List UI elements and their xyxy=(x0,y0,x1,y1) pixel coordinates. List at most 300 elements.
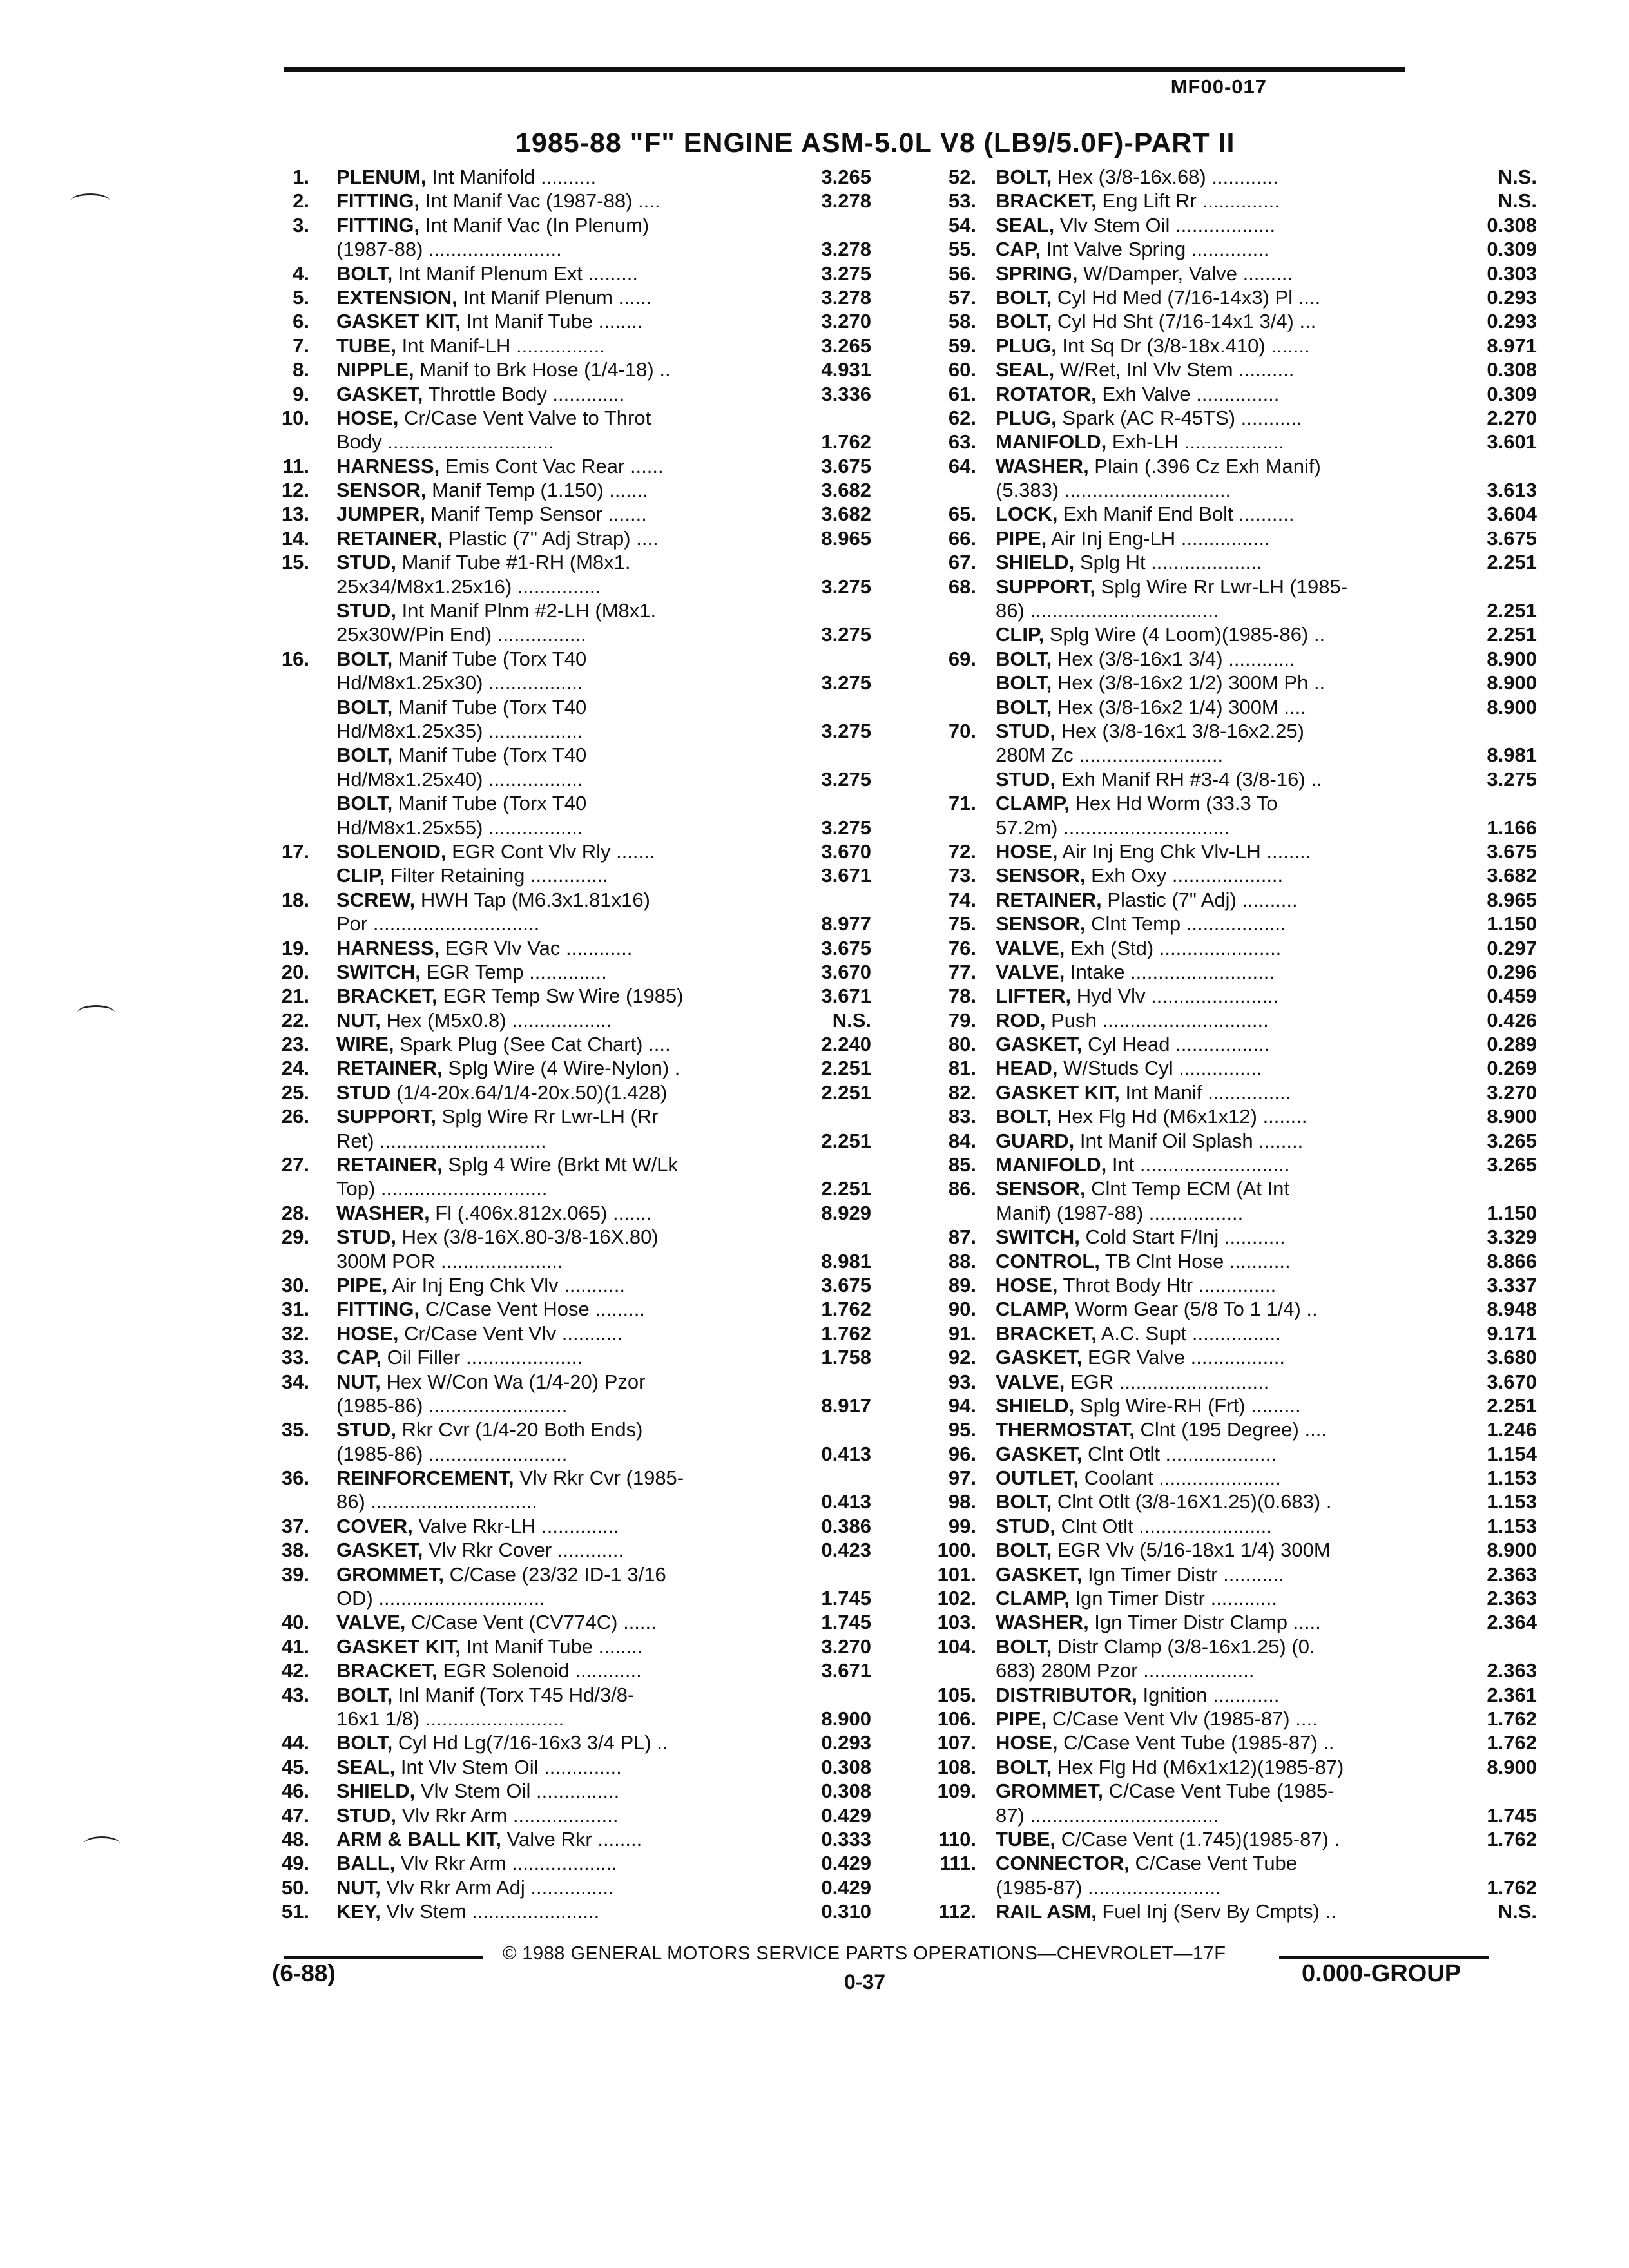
parts-row xyxy=(271,502,876,526)
part-description xyxy=(336,1104,659,1128)
item-number: 4. xyxy=(293,262,309,285)
item-number: 106. xyxy=(937,1707,976,1730)
part-description xyxy=(996,1321,1281,1345)
group-code: 3.671 xyxy=(821,1659,871,1682)
group-code: 3.680 xyxy=(1487,1346,1537,1369)
part-name: SEAL, xyxy=(336,1755,396,1778)
parts-row xyxy=(271,1104,876,1128)
parts-row xyxy=(271,1201,876,1225)
parts-row xyxy=(918,1249,1537,1273)
part-description xyxy=(996,285,1320,309)
margin-mark xyxy=(71,193,110,208)
part-name: SUPPORT, xyxy=(996,575,1096,598)
part-name: WASHER, xyxy=(336,1201,430,1224)
part-detail: EGR Valve ................. xyxy=(1082,1346,1286,1369)
group-number: 0.000-GROUP xyxy=(1302,1960,1461,1987)
part-detail: Int Manifold .......... xyxy=(426,166,597,188)
part-description xyxy=(336,1056,680,1080)
group-code: 3.670 xyxy=(821,960,871,983)
part-name: BOLT, xyxy=(996,1755,1052,1778)
group-code: 0.308 xyxy=(1487,358,1537,381)
part-detail: Int Manif Plenum ...... xyxy=(457,285,652,309)
part-description xyxy=(336,1586,545,1610)
item-number: 90. xyxy=(948,1298,976,1321)
part-detail: Emis Cont Vac Rear ...... xyxy=(439,454,664,477)
part-name: SWITCH, xyxy=(996,1225,1080,1249)
parts-row xyxy=(271,1297,876,1321)
parts-row xyxy=(918,1225,1537,1249)
item-number: 29. xyxy=(281,1225,309,1249)
parts-row xyxy=(271,936,876,960)
part-detail: (5.383) .............................. xyxy=(996,479,1231,502)
part-description xyxy=(996,1586,1277,1610)
part-name: SENSOR, xyxy=(336,479,427,502)
part-description xyxy=(996,430,1284,454)
group-code: 0.423 xyxy=(821,1539,871,1562)
parts-row xyxy=(271,358,876,381)
part-name: PLENUM, xyxy=(336,166,427,188)
group-code: 1.166 xyxy=(1487,816,1537,839)
part-description xyxy=(996,1081,1291,1104)
part-detail: Cr/Case Vent Vlv ........... xyxy=(398,1321,623,1345)
parts-list-left xyxy=(271,165,876,1924)
part-description xyxy=(336,1755,622,1779)
item-number: 43. xyxy=(281,1683,309,1706)
part-detail: Vlv Rkr Arm ................... xyxy=(395,1852,617,1875)
parts-row xyxy=(918,912,1537,936)
part-name: CLIP, xyxy=(996,623,1045,646)
part-description xyxy=(336,912,539,936)
part-detail: Ret) .............................. xyxy=(336,1129,546,1152)
part-detail: Hd/M8x1.25x40) ................. xyxy=(336,767,583,791)
group-code: 0.289 xyxy=(1487,1033,1537,1056)
part-description xyxy=(996,622,1325,646)
part-description xyxy=(996,1707,1318,1731)
part-description xyxy=(996,984,1278,1008)
part-description xyxy=(336,719,583,743)
part-name: THERMOSTAT, xyxy=(996,1418,1135,1441)
part-description xyxy=(996,1153,1289,1177)
parts-row xyxy=(271,816,876,840)
part-detail: Ign Timer Distr Clamp ..... xyxy=(1088,1611,1321,1634)
part-detail: Splg 4 Wire (Brkt Mt W/Lk xyxy=(442,1153,678,1177)
part-detail: Int Sq Dr (3/8-18x.410) ....... xyxy=(1056,334,1310,357)
item-number: 82. xyxy=(948,1081,976,1104)
part-description xyxy=(336,791,586,815)
group-code: 3.682 xyxy=(821,503,871,526)
parts-row xyxy=(918,1658,1537,1682)
item-number: 3. xyxy=(293,213,309,236)
part-detail: Int Manif Oil Splash ........ xyxy=(1074,1129,1304,1152)
part-detail: Int Manif Vac (In Plenum) xyxy=(419,213,650,236)
part-detail: Clnt Otlt ........................ xyxy=(1055,1514,1272,1537)
part-name: STUD, xyxy=(336,1225,396,1249)
part-description xyxy=(996,960,1275,984)
group-code: 8.965 xyxy=(821,526,871,550)
part-name: EXTENSION, xyxy=(336,285,458,309)
part-name: SPRING, xyxy=(996,262,1078,285)
group-code: 3.275 xyxy=(821,719,871,742)
part-description xyxy=(336,1514,619,1538)
parts-row xyxy=(918,334,1537,358)
part-detail: Manif Temp (1.150) ....... xyxy=(426,479,648,502)
part-description xyxy=(336,550,631,574)
part-description xyxy=(336,1683,634,1707)
part-description xyxy=(336,526,659,550)
part-name: BOLT, xyxy=(996,647,1052,670)
group-code: 2.251 xyxy=(821,1177,871,1200)
part-name: PIPE, xyxy=(336,1273,388,1296)
item-number: 75. xyxy=(948,912,976,936)
part-description xyxy=(996,791,1278,815)
group-code: 3.278 xyxy=(821,189,871,213)
part-description xyxy=(996,840,1311,863)
item-number: 54. xyxy=(948,213,976,236)
group-code: 0.308 xyxy=(821,1780,871,1803)
item-number: 9. xyxy=(293,382,309,405)
item-number: 48. xyxy=(281,1827,309,1850)
part-name: HOSE, xyxy=(996,840,1058,863)
item-number: 94. xyxy=(948,1394,976,1417)
item-number: 73. xyxy=(948,864,976,887)
top-rule xyxy=(284,67,1405,72)
part-name: CAP, xyxy=(996,238,1041,261)
part-name: REINFORCEMENT, xyxy=(336,1466,514,1490)
group-code: N.S. xyxy=(1498,1900,1537,1923)
part-detail: C/Case Vent (1.745)(1985-87) . xyxy=(1055,1827,1340,1850)
parts-row xyxy=(271,1803,876,1827)
part-name: CLAMP, xyxy=(996,1587,1070,1610)
part-detail: Worm Gear (5/8 To 1 1/4) .. xyxy=(1069,1298,1318,1321)
group-code: 8.929 xyxy=(821,1201,871,1224)
group-code: 0.426 xyxy=(1487,1008,1537,1032)
item-number: 49. xyxy=(281,1852,309,1875)
item-number: 60. xyxy=(948,358,976,381)
item-number: 59. xyxy=(948,334,976,357)
item-number: 85. xyxy=(948,1153,976,1177)
part-name: RETAINER, xyxy=(336,526,443,550)
part-description xyxy=(996,1466,1281,1490)
part-description xyxy=(336,1610,657,1634)
part-name: PLUG, xyxy=(996,334,1057,357)
part-description xyxy=(336,984,684,1008)
part-name: MANIFOLD, xyxy=(996,430,1107,454)
item-number: 76. xyxy=(948,936,976,959)
item-number: 12. xyxy=(281,479,309,502)
group-code: 2.270 xyxy=(1487,406,1537,429)
group-code: 3.270 xyxy=(821,310,871,333)
parts-row xyxy=(271,719,876,743)
group-code: 8.900 xyxy=(1487,1755,1537,1778)
part-description xyxy=(336,1273,625,1297)
part-detail: Int Manif Plenum Ext ......... xyxy=(392,262,638,285)
parts-row xyxy=(271,1731,876,1754)
part-description xyxy=(336,406,651,430)
part-detail: Manif Temp Sensor ....... xyxy=(425,503,647,526)
parts-row xyxy=(271,262,876,285)
part-detail: Filter Retaining .............. xyxy=(385,864,608,887)
item-number: 24. xyxy=(281,1057,309,1080)
parts-row xyxy=(918,1490,1537,1514)
group-code: N.S. xyxy=(1498,189,1537,213)
item-number: 93. xyxy=(948,1370,976,1393)
part-description xyxy=(996,743,1223,767)
part-name: CLAMP, xyxy=(996,792,1070,815)
part-description xyxy=(996,1345,1285,1369)
item-number: 67. xyxy=(948,551,976,574)
item-number: 52. xyxy=(948,166,976,188)
part-description xyxy=(996,189,1280,213)
parts-row xyxy=(918,1129,1537,1153)
parts-row xyxy=(271,309,876,333)
parts-row xyxy=(271,406,876,430)
part-description xyxy=(336,1345,583,1369)
part-detail: Manif to Brk Hose (1/4-18) .. xyxy=(414,358,671,381)
part-name: HOSE, xyxy=(336,406,399,429)
parts-row xyxy=(271,1755,876,1779)
item-number: 65. xyxy=(948,503,976,526)
item-number: 11. xyxy=(282,454,309,477)
part-description xyxy=(336,743,586,767)
group-code: 1.762 xyxy=(821,430,871,454)
part-description xyxy=(336,165,596,189)
parts-row xyxy=(271,1442,876,1466)
item-number: 61. xyxy=(948,382,976,405)
part-detail: EGR Cont Vlv Rly ....... xyxy=(446,840,655,863)
part-description xyxy=(336,1032,671,1056)
part-name: CONNECTOR, xyxy=(996,1852,1130,1875)
part-description xyxy=(996,1032,1270,1056)
part-detail: Int Manif Tube ........ xyxy=(460,1635,643,1658)
part-name: BOLT, xyxy=(336,1683,393,1706)
item-number: 22. xyxy=(281,1008,309,1032)
group-code: 0.293 xyxy=(821,1731,871,1754)
item-number: 5. xyxy=(293,285,309,309)
group-code: 3.337 xyxy=(1487,1273,1537,1296)
part-description xyxy=(336,1538,624,1562)
part-detail: EGR ........................... xyxy=(1065,1370,1269,1393)
parts-row xyxy=(918,358,1537,381)
part-detail: Clnt Temp .................. xyxy=(1085,912,1286,936)
part-description xyxy=(996,888,1298,912)
item-number: 13. xyxy=(281,503,309,526)
part-description xyxy=(336,430,554,454)
footer-rule-left xyxy=(284,1956,483,1959)
part-description xyxy=(336,1081,667,1104)
parts-row xyxy=(918,1032,1537,1056)
part-name: ROD, xyxy=(996,1008,1046,1032)
item-number: 39. xyxy=(281,1562,309,1586)
part-name: LOCK, xyxy=(996,503,1058,526)
parts-row xyxy=(271,1249,876,1273)
group-code: 8.948 xyxy=(1487,1298,1537,1321)
part-name: FITTING, xyxy=(336,189,420,213)
parts-row xyxy=(918,502,1537,526)
parts-row xyxy=(271,1273,876,1297)
part-detail: Hd/M8x1.25x30) ................. xyxy=(336,671,583,695)
part-name: HARNESS, xyxy=(336,454,440,477)
group-code: 3.275 xyxy=(821,575,871,598)
part-name: CLIP, xyxy=(336,864,385,887)
group-code: 9.171 xyxy=(1487,1321,1537,1345)
part-name: NUT, xyxy=(336,1370,381,1393)
parts-row xyxy=(918,695,1537,719)
copyright-text: © 1988 GENERAL MOTORS SERVICE PARTS OPERATIONS—CHEVROLET—17F xyxy=(503,1943,1226,1964)
part-description xyxy=(996,575,1347,599)
parts-row xyxy=(918,1104,1537,1128)
part-description xyxy=(996,213,1275,237)
part-description xyxy=(996,1876,1221,1899)
part-name: VALVE, xyxy=(996,960,1065,983)
part-description xyxy=(336,1129,546,1153)
group-code: 3.278 xyxy=(821,238,871,261)
part-name: GASKET, xyxy=(336,382,423,405)
parts-row xyxy=(271,960,876,984)
group-code: 8.866 xyxy=(1487,1249,1537,1273)
group-code: 3.671 xyxy=(821,985,871,1008)
group-code: 1.762 xyxy=(821,1321,871,1345)
part-description xyxy=(336,599,656,622)
item-number: 2. xyxy=(293,189,309,213)
part-description xyxy=(996,1851,1297,1875)
part-detail: Splg Wire-RH (Frt) ......... xyxy=(1074,1394,1301,1417)
item-number: 71. xyxy=(948,792,976,815)
parts-row xyxy=(271,1129,876,1153)
item-number: 112. xyxy=(938,1900,976,1923)
part-name: SENSOR, xyxy=(996,864,1086,887)
parts-row xyxy=(918,285,1537,309)
parts-row xyxy=(271,1394,876,1418)
parts-row xyxy=(918,550,1537,574)
parts-row xyxy=(271,1466,876,1490)
part-detail: Manif Tube (Torx T40 xyxy=(392,695,587,718)
part-description xyxy=(996,1249,1291,1273)
part-name: BALL, xyxy=(336,1852,396,1875)
group-code: 2.364 xyxy=(1487,1611,1537,1634)
group-code: 2.251 xyxy=(1487,1394,1537,1417)
part-name: SWITCH, xyxy=(336,960,421,983)
part-description xyxy=(336,816,583,840)
group-code: 1.745 xyxy=(821,1611,871,1634)
item-number: 92. xyxy=(948,1346,976,1369)
group-code: 2.251 xyxy=(1487,623,1537,646)
parts-row xyxy=(918,767,1537,791)
group-code: 3.270 xyxy=(1487,1081,1537,1104)
parts-row xyxy=(918,1707,1537,1731)
parts-row xyxy=(918,1394,1537,1418)
part-name: HOSE, xyxy=(996,1273,1058,1296)
parts-row xyxy=(271,767,876,791)
part-detail: Hex Flg Hd (M6x1x12)(1985-87) xyxy=(1052,1755,1344,1778)
part-name: JUMPER, xyxy=(336,503,425,526)
part-description xyxy=(336,1466,684,1490)
parts-row xyxy=(918,888,1537,912)
part-description xyxy=(336,960,607,984)
part-detail: 86) .............................. xyxy=(336,1490,537,1514)
part-detail: Plain (.396 Cz Exh Manif) xyxy=(1088,454,1321,477)
part-detail: Fuel Inj (Serv By Cmpts) .. xyxy=(1096,1900,1336,1923)
parts-row xyxy=(271,1707,876,1731)
part-name: PLUG, xyxy=(996,406,1057,429)
group-code: 8.977 xyxy=(821,912,871,936)
item-number: 34. xyxy=(281,1370,309,1393)
part-detail: OD) .............................. xyxy=(336,1587,545,1610)
part-detail: Clnt Otlt (3/8-16X1.25)(0.683) . xyxy=(1052,1490,1332,1514)
parts-row xyxy=(271,1056,876,1080)
part-detail: A.C. Supt ................ xyxy=(1096,1321,1281,1345)
parts-row xyxy=(918,1876,1537,1899)
part-description xyxy=(336,1201,651,1225)
item-number: 50. xyxy=(281,1876,309,1899)
part-description xyxy=(996,1225,1286,1249)
part-name: BOLT, xyxy=(336,262,393,285)
part-name: BRACKET, xyxy=(336,1659,438,1682)
parts-row xyxy=(271,1514,876,1538)
part-name: HARNESS, xyxy=(336,936,440,959)
item-number: 87. xyxy=(948,1225,976,1249)
item-number: 10. xyxy=(281,406,309,429)
part-description xyxy=(336,622,586,646)
part-description xyxy=(996,334,1310,358)
group-code: 3.670 xyxy=(821,840,871,863)
item-number: 45. xyxy=(281,1755,309,1778)
part-description xyxy=(336,840,655,863)
part-description xyxy=(336,1394,567,1418)
part-description xyxy=(996,1056,1262,1080)
item-number: 26. xyxy=(281,1105,309,1128)
group-code: 2.240 xyxy=(821,1033,871,1056)
part-name: LIFTER, xyxy=(996,985,1072,1008)
item-number: 15. xyxy=(281,551,309,574)
part-detail: Spark (AC R-45TS) ........... xyxy=(1056,406,1302,429)
parts-row xyxy=(271,1418,876,1441)
parts-row xyxy=(918,1056,1537,1080)
group-code: 1.758 xyxy=(821,1346,871,1369)
group-code: 1.153 xyxy=(1487,1490,1537,1514)
parts-row xyxy=(918,478,1537,502)
part-detail: 300M POR ...................... xyxy=(336,1249,563,1273)
part-detail: Fl (.406x.812x.065) ....... xyxy=(429,1201,652,1224)
parts-row xyxy=(918,1297,1537,1321)
item-number: 111. xyxy=(940,1852,976,1875)
parts-row xyxy=(918,936,1537,960)
part-description xyxy=(996,1008,1269,1032)
group-code: 3.675 xyxy=(821,936,871,959)
item-number: 51. xyxy=(281,1900,309,1923)
part-detail: (1/4-20x.64/1/4-20x.50)(1.428) xyxy=(390,1081,668,1104)
parts-row xyxy=(271,526,876,550)
item-number: 20. xyxy=(281,960,309,983)
parts-row xyxy=(271,888,876,912)
parts-row xyxy=(271,1851,876,1875)
group-code: 3.265 xyxy=(1487,1153,1537,1177)
group-code: 3.604 xyxy=(1487,503,1537,526)
item-number: 42. xyxy=(281,1659,309,1682)
part-description xyxy=(996,671,1325,695)
part-detail: EGR Temp Sw Wire (1985) xyxy=(437,985,684,1008)
item-number: 88. xyxy=(948,1249,976,1273)
group-code: 1.762 xyxy=(1487,1707,1537,1730)
item-number: 27. xyxy=(281,1153,309,1177)
group-code: 2.251 xyxy=(821,1057,871,1080)
parts-row xyxy=(271,1876,876,1899)
part-name: DISTRIBUTOR, xyxy=(996,1683,1137,1706)
group-code: 3.675 xyxy=(821,454,871,477)
group-code: 2.363 xyxy=(1487,1587,1537,1610)
group-code: 1.154 xyxy=(1487,1442,1537,1465)
item-number: 101. xyxy=(937,1562,976,1586)
part-detail: Manif Tube (Torx T40 xyxy=(392,792,587,815)
